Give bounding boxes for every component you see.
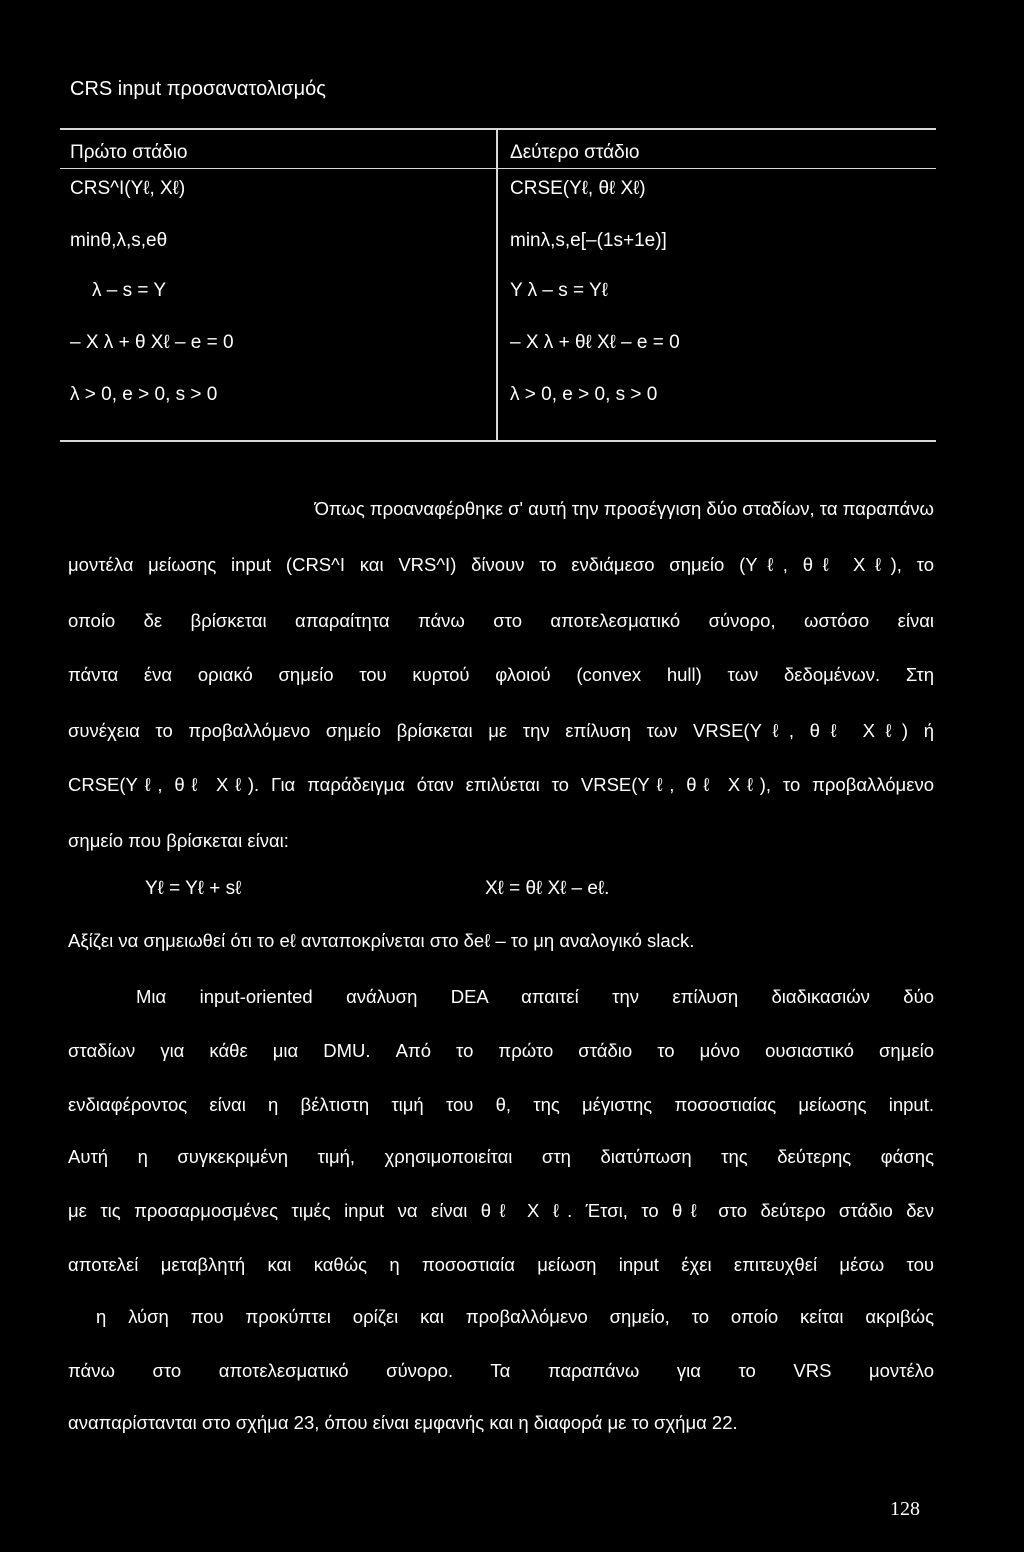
- table-column-divider: [496, 128, 498, 440]
- paragraph-line: συνέχεια το προβαλλόμενο σημείο βρίσκεται με την επίλυση των VRSE(Yℓ, θℓ Xℓ) ή: [68, 720, 934, 741]
- col2-row: – X λ + θℓ Xℓ – e = 0: [510, 332, 680, 353]
- col1-row: λ > 0, e > 0, s > 0: [70, 384, 218, 405]
- paragraph-line: η λύση που προκύπτει ορίζει και προβαλλόμενο σημείο, το οποίο κείται ακριβώς: [96, 1306, 934, 1327]
- formula-x: Xℓ = θℓ Xℓ – eℓ.: [485, 878, 610, 899]
- col1-row: CRS^I(Yℓ, Xℓ): [70, 178, 186, 199]
- col2-header: Δεύτερο στάδιο: [510, 142, 640, 163]
- col2-row: λ > 0, e > 0, s > 0: [510, 384, 658, 405]
- paragraph-line: σταδίων για κάθε μια DMU. Από το πρώτο στάδιο το μόνο ουσιαστικό σημείο: [68, 1040, 934, 1061]
- table-header-rule: [60, 168, 936, 169]
- paragraph-line: CRSE(Yℓ, θℓ Xℓ). Για παράδειγμα όταν επιλύεται το VRSE(Yℓ, θℓ Xℓ), το προβαλλόμενο: [68, 774, 934, 795]
- section-heading: CRS input προσανατολισμός: [70, 78, 326, 100]
- paragraph-line: Αυτή η συγκεκριμένη τιμή, χρησιμοποιείται στη διατύπωση της δεύτερης φάσης: [68, 1146, 934, 1167]
- paragraph-line: ενδιαφέροντος είναι η βέλτιστη τιμή του θ, της μέγιστης ποσοστιαίας μείωσης input.: [68, 1094, 934, 1115]
- col1-row: λ – s = Y: [92, 280, 167, 301]
- paragraph-line: μοντέλα μείωσης input (CRS^I και VRS^I) δίνουν το ενδιάμεσο σημείο (Yℓ, θℓ Xℓ), το: [68, 554, 934, 575]
- col2-row: CRSE(Yℓ, θℓ Xℓ): [510, 178, 646, 199]
- formula-y: Yℓ = Yℓ + sℓ: [145, 878, 242, 899]
- col1-row: – X λ + θ Xℓ – e = 0: [70, 332, 234, 353]
- col2-row: minλ,s,e[–(1s+1e)]: [510, 230, 667, 251]
- col1-header: Πρώτο στάδιο: [70, 142, 188, 163]
- note-line: Αξίζει να σημειωθεί ότι το eℓ ανταποκρίνεται στο δeℓ – το μη αναλογικό slack.: [68, 930, 695, 951]
- paragraph-line: Όπως προαναφέρθηκε σ' αυτή την προσέγγιση δύο σταδίων, τα παραπάνω: [314, 498, 934, 519]
- table-top-rule: [60, 128, 936, 130]
- paragraph-line: αναπαρίστανται στο σχήμα 23, όπου είναι εμφανής και η διαφορά με το σχήμα 22.: [68, 1412, 738, 1433]
- paragraph-line: με τις προσαρμοσμένες τιμές input να είναι θℓ X ℓ. Έτσι, το θℓ στο δεύτερο στάδιο δεν: [68, 1200, 934, 1221]
- paragraph-line: αποτελεί μεταβλητή και καθώς η ποσοστιαία μείωση input έχει επιτευχθεί μέσω του: [68, 1254, 934, 1275]
- paragraph-line: Μια input-oriented ανάλυση DEA απαιτεί την επίλυση διαδικασιών δύο: [136, 986, 934, 1007]
- col2-row: Y λ – s = Yℓ: [510, 280, 608, 301]
- paragraph-line: πάντα ένα οριακό σημείο του κυρτού φλοιού (convex hull) των δεδομένων. Στη: [68, 664, 934, 685]
- col1-row: minθ,λ,s,eθ: [70, 230, 168, 251]
- paragraph-line: οποίο δε βρίσκεται απαραίτητα πάνω στο αποτελεσματικό σύνορο, ωστόσο είναι: [68, 610, 934, 631]
- paragraph-line: σημείο που βρίσκεται είναι:: [68, 830, 289, 851]
- table-bottom-rule: [60, 440, 936, 442]
- page-number: 128: [890, 1498, 920, 1520]
- paragraph-line: πάνω στο αποτελεσματικό σύνορο. Τα παραπάνω για το VRS μοντέλο: [68, 1360, 934, 1381]
